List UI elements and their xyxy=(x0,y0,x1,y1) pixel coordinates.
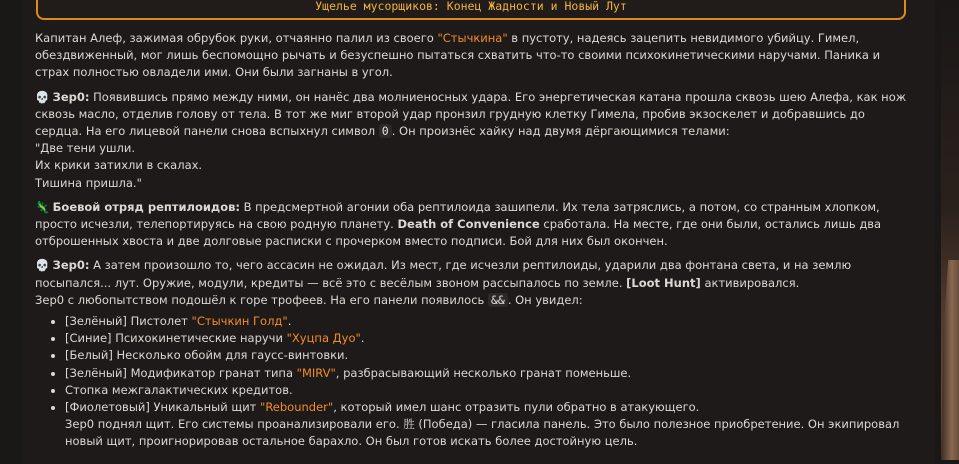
cliff-art xyxy=(941,260,959,460)
text: . Он произнёс хайку над двумя дёргающимися телами: xyxy=(391,124,730,139)
paragraph-reptiloids xyxy=(35,199,907,251)
speaker-name: Боевой отряд рептилоидов: xyxy=(52,199,240,214)
text: Зер0 с любопытством подошёл к горе трофеев. На его панели появилось xyxy=(35,292,488,307)
lizard-icon: 🦎 xyxy=(35,199,50,214)
list-item: • [Зелёный] Модификатор гранат типа "MIRV", разбрасывающий несколько гранат поменьше. xyxy=(65,365,907,382)
message-content xyxy=(35,30,907,451)
text: активировался. xyxy=(700,275,800,290)
ability-name: Death of Convenience xyxy=(397,217,540,232)
haiku-line: Тишина пришла." xyxy=(35,175,142,190)
paragraph-loot xyxy=(35,257,907,309)
ability-name: [Loot Hunt] xyxy=(626,275,701,290)
loot-list xyxy=(35,313,907,451)
speaker-name: Зер0: xyxy=(52,89,90,104)
text: в пустоту, надеясь зацепить невидимого убийцу. Гимел, обездвиженный, мог лишь беспомощно рычать и безуспешно пытаться схватить что-то своими психокинетическими наручами. Паника и страх полностью овладели ими. Они были загнаны в угол. xyxy=(35,31,881,80)
haiku-line: "Две тени ушли. xyxy=(35,141,136,156)
paragraph-zer0-strike xyxy=(35,89,907,192)
scene-title: Ущелье мусорщиков: Конец Жадности и Новый Лут xyxy=(36,0,906,20)
text: А затем произошло то, чего ассасин не ожидал. Из мест, где исчезли рептилоиды, ударили два фонтана света, и на землю посыпался... лут. Оружие, модули, кредиты — всё это с весёлым звоном рассыпалось по земле. xyxy=(35,258,852,290)
text: Капитан Алеф, зажимая обрубок руки, отчаянно палил из своего xyxy=(35,31,438,45)
inline-code: && xyxy=(488,293,508,307)
list-item: • Стопка межгалактических кредитов. xyxy=(65,382,907,399)
text: . Он увидел: xyxy=(507,292,583,307)
text: В предсмертной агонии оба рептилоида зашипели. Их тела затряслись, а потом, со странным хлопком, просто исчезли, телепортируясь на свою родную планету. xyxy=(35,199,880,232)
haiku-line: Их крики затихли в скалах. xyxy=(35,158,203,173)
skull-icon: 💀 xyxy=(35,89,50,104)
list-item: • [Синие] Психокинетические наручи "Хуцпа Дуо". xyxy=(65,330,907,347)
background-scenery xyxy=(941,0,959,460)
speaker-name: Зер0: xyxy=(52,258,90,273)
skull-icon: 💀 xyxy=(35,258,50,273)
shield-outcome-text: Зер0 поднял щит. Его системы проанализировали его. 胜 (Победа) — гласила панель. Это было полезное приобретение. Он экипировал новый щит, проигнорировав остальное барахло. Он был готов искать более достойную цель. xyxy=(65,417,900,449)
inline-code: 0 xyxy=(379,124,392,138)
text: сработала. На месте, где они были, остались лишь два отброшенных хвоста и две долговые расписки с прочерком вместо подписи. Бой для них был окончен. xyxy=(35,217,882,249)
text: Появившись прямо между ними, он нанёс два молниеносных удара. Его энергетическая катана прошла сквозь шею Алефа, как нож сквозь масло, отделив голову от тела. В тот же миг второй удар пронзил грудную клетку Гимела, пробив экзоскелет и добравшись до сердца. На его лицевой панели снова вспыхнул символ xyxy=(35,89,907,139)
list-item: • [Фиолетовый] Уникальный щит "Rebounder", который имел шанс отразить пули обратно в атакующего. Зер0 поднял щит. Его системы проанализировали его. 胜 (Победа) — гласила панель. Это было полезное приобретение. Он экипировал новый щит, проигнорировав остальное барахло. Он был готов искать более достойную цель. xyxy=(65,399,907,451)
list-item: • [Белый] Несколько обойм для гаусс-винтовки. xyxy=(65,347,907,364)
paragraph-intro xyxy=(35,30,907,82)
highlight-weapon: "Стычкина" xyxy=(437,31,508,45)
list-item: • [Зелёный] Пистолет "Стычкин Голд". xyxy=(65,313,907,330)
